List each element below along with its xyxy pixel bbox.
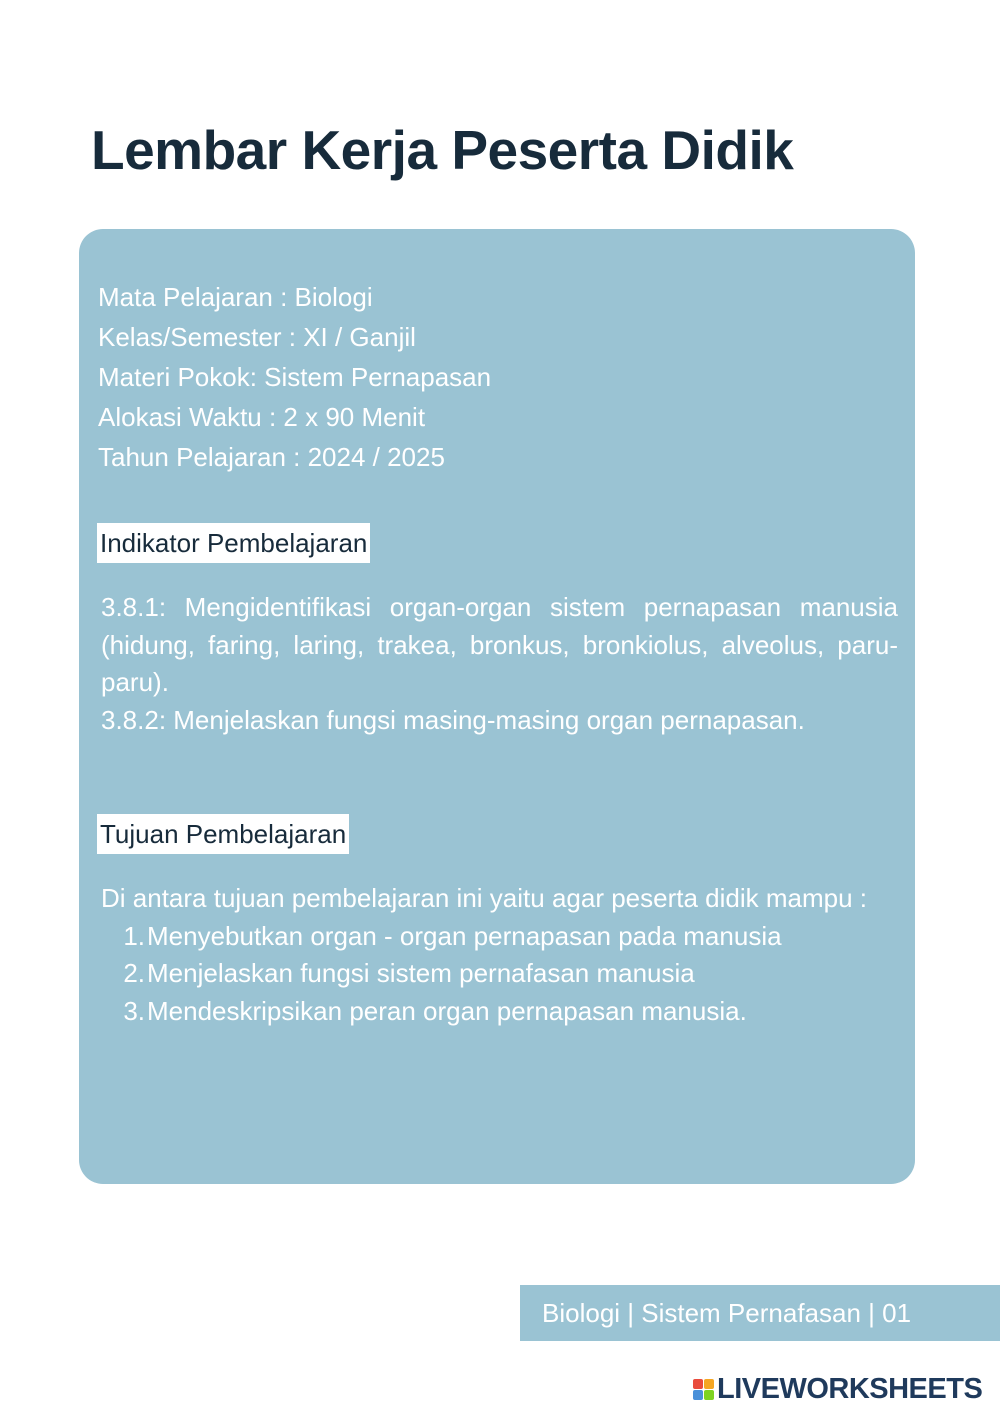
brand-text: LIVEWORKSHEETS xyxy=(717,1372,983,1405)
goal-number: 2. xyxy=(123,958,145,988)
goal-number: 3. xyxy=(123,995,145,1026)
goal-item xyxy=(101,993,898,1031)
logo-square xyxy=(704,1390,714,1400)
goal-item xyxy=(101,955,898,993)
tujuan-heading: Tujuan Pembelajaran xyxy=(97,814,349,854)
goal-number: 1. xyxy=(123,920,145,951)
indikator-list xyxy=(101,589,898,739)
info-time-allocation: Alokasi Waktu : 2 x 90 Menit xyxy=(98,402,426,432)
tujuan-section xyxy=(101,880,898,1030)
logo-square xyxy=(704,1379,714,1389)
goal-item xyxy=(101,918,898,956)
liveworksheets-brand[interactable] xyxy=(693,1373,982,1405)
page-footer: Biologi | Sistem Pernafasan | 01 xyxy=(520,1285,1000,1341)
info-topic: Materi Pokok: Sistem Pernapasan xyxy=(98,362,492,392)
liveworksheets-logo-icon xyxy=(693,1379,714,1400)
goal-list xyxy=(101,918,898,1031)
goal-text: Mendeskripsikan peran organ pernapasan manusia. xyxy=(147,995,747,1026)
indikator-heading: Indikator Pembelajaran xyxy=(97,523,370,563)
page-title: Lembar Kerja Peserta Didik xyxy=(91,119,794,181)
lesson-info xyxy=(98,277,491,477)
indikator-item: 3.8.2: Menjelaskan fungsi masing-masing organ pernapasan. xyxy=(101,704,805,735)
indikator-item: 3.8.1: Mengidentifikasi organ-organ sistem pernapasan manusia (hidung, faring, laring, trakea, bronkus, bronkiolus, alveolus, paru-paru). xyxy=(101,592,898,697)
goal-text: Menjelaskan fungsi sistem pernafasan manusia xyxy=(147,958,695,988)
tujuan-intro: Di antara tujuan pembelajaran ini yaitu agar peserta didik mampu : xyxy=(101,883,867,913)
info-class-semester: Kelas/Semester : XI / Ganjil xyxy=(98,322,416,352)
logo-square xyxy=(693,1390,703,1400)
info-subject: Mata Pelajaran : Biologi xyxy=(98,282,373,312)
goal-text: Menyebutkan organ - organ pernapasan pada manusia xyxy=(147,920,782,951)
info-card xyxy=(79,229,915,1184)
info-school-year: Tahun Pelajaran : 2024 / 2025 xyxy=(98,442,445,472)
logo-square xyxy=(693,1379,703,1389)
